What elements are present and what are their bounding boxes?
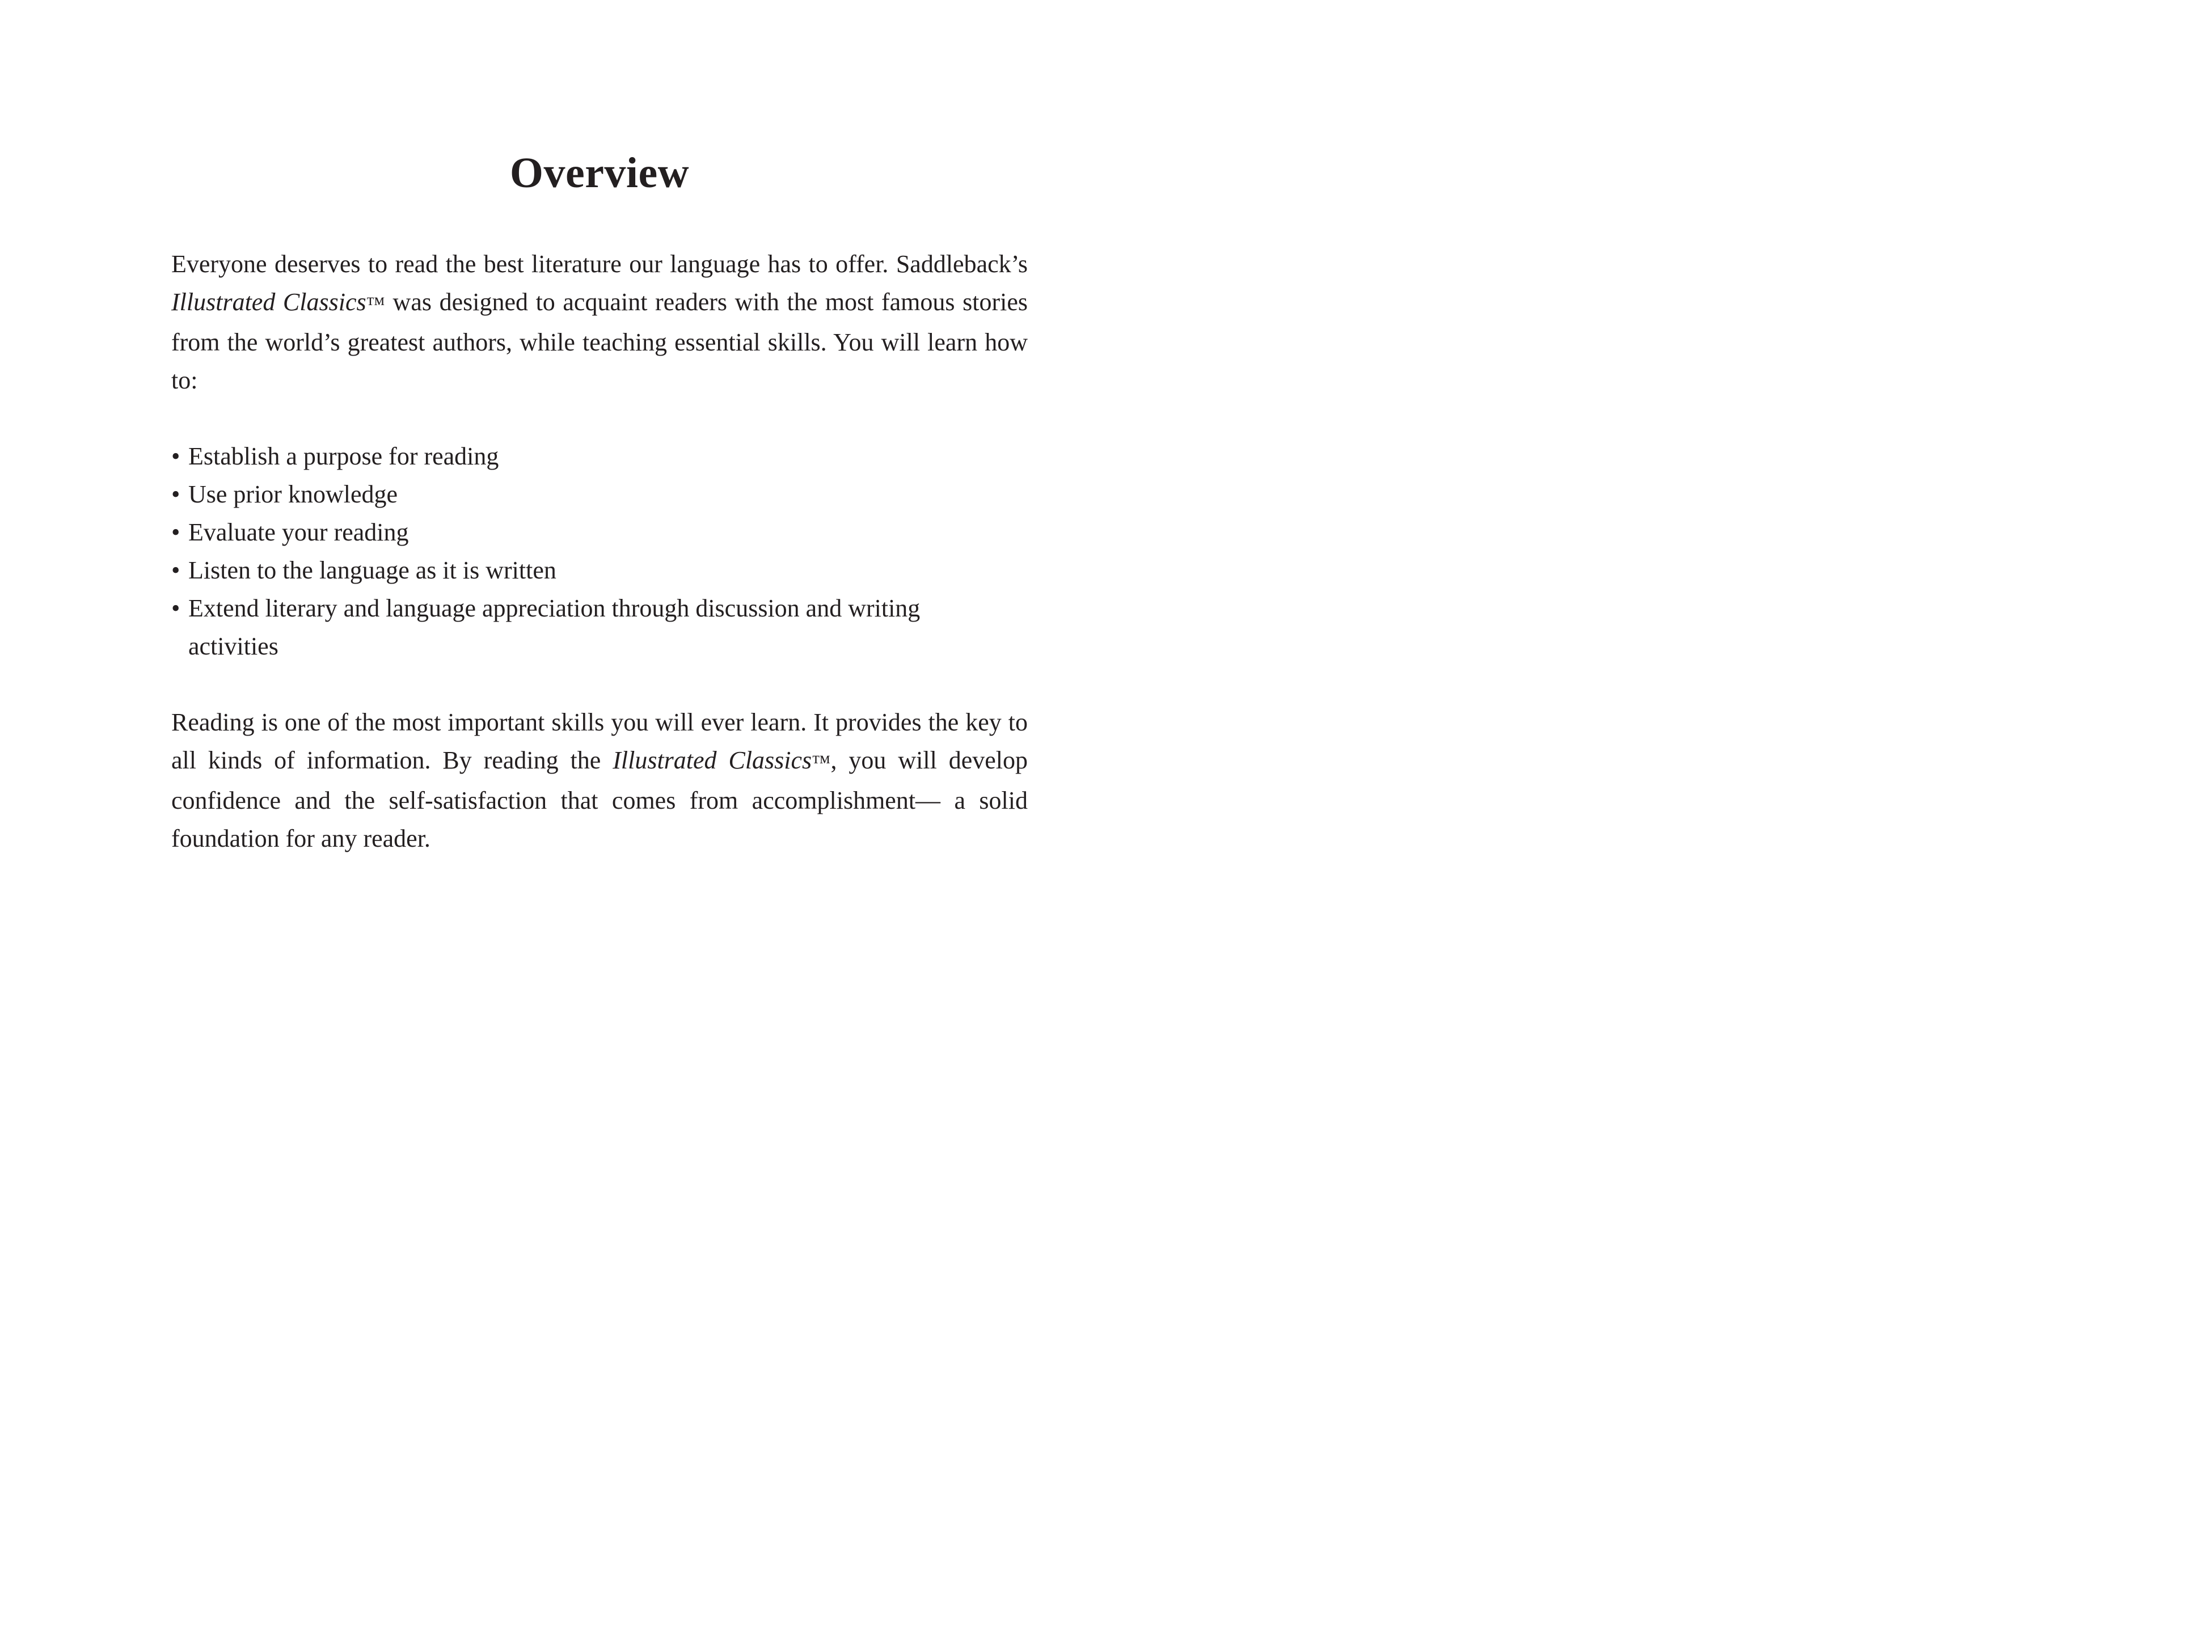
bullet-icon: • bbox=[171, 518, 180, 546]
closing-series-title: Illustrated Classics bbox=[613, 746, 812, 774]
list-item-text: Extend literary and language appreciation through discussion and writing activities bbox=[188, 594, 921, 660]
closing-paragraph bbox=[171, 703, 1028, 857]
bullet-icon: • bbox=[171, 442, 180, 470]
intro-text-end: was designed to acquaint readers with the most famous stories from the world’s greatest authors, while teaching essential skills. You will learn how to: bbox=[171, 288, 1028, 394]
bullet-icon: • bbox=[171, 480, 180, 508]
intro-paragraph bbox=[171, 245, 1028, 399]
list-item bbox=[171, 589, 926, 665]
list-item bbox=[171, 513, 926, 551]
list-item-text: Listen to the language as it is written bbox=[188, 556, 556, 584]
intro-text-start: Everyone deserves to read the best literature our language has to offer. Saddleback’s bbox=[171, 250, 1028, 278]
list-item-text: Establish a purpose for reading bbox=[188, 442, 499, 470]
bullet-icon: • bbox=[171, 594, 180, 622]
list-item bbox=[171, 551, 926, 589]
intro-series-title: Illustrated Classics bbox=[171, 288, 366, 316]
list-item bbox=[171, 437, 926, 475]
intro-trademark: ™ bbox=[366, 294, 385, 315]
page-title: Overview bbox=[509, 149, 690, 197]
overview-section bbox=[171, 142, 1028, 857]
closing-text-start: Reading is one of the most important skills you will ever learn. It provides the key to all kinds of information. By reading the bbox=[171, 708, 1028, 774]
list-item-text: Use prior knowledge bbox=[188, 480, 398, 508]
list-item bbox=[171, 475, 926, 513]
skills-list bbox=[171, 437, 1028, 665]
closing-text-end: , you will develop confidence and the self-satisfaction that comes from accomplishment— a solid foundation for any reader. bbox=[171, 746, 1028, 852]
list-item-text: Evaluate your reading bbox=[188, 518, 409, 546]
closing-trademark: ™ bbox=[812, 752, 831, 773]
bullet-icon: • bbox=[171, 556, 180, 584]
